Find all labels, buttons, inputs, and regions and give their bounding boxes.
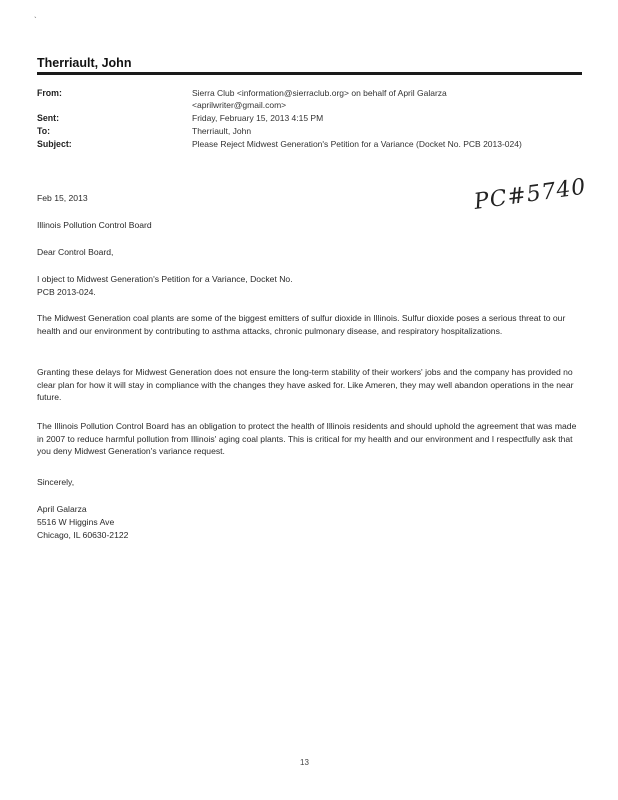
objection-line-1: I object to Midwest Generation's Petition for a Variance, Docket No. — [37, 274, 293, 284]
sent-label: Sent: — [37, 113, 59, 123]
letter-closing: Sincerely, — [37, 477, 75, 487]
paragraph-3: The Illinois Pollution Control Board has an obligation to protect the health of Illinois residents and should uphold the agreement that was made in 2007 to reduce harmful pollution from Illinois' aging coal plants. This is critical for my health and our environment and I respectfully ask that you deny Midwest Generation's variance request. — [37, 421, 577, 457]
letter-date: Feb 15, 2013 — [37, 193, 88, 203]
from-value: Sierra Club <information@sierraclub.org> on behalf of April Galarza — [192, 88, 447, 98]
from-label: From: — [37, 88, 62, 98]
paragraph-2: Granting these delays for Midwest Generation does not ensure the long-term stability of their workers' jobs and the company has provided no clear plan for how it will stay in compliance with the changes they have asked for. Like Ameren, they may well abandon operations in the near future. — [37, 367, 574, 403]
paragraph-1: The Midwest Generation coal plants are some of the biggest emitters of sulfur dioxide in Illinois. Sulfur dioxide poses a serious threat to our health and our environment by contributing to asthma attacks, chronic pulmonary disease, and respiratory hospitalizations. — [37, 313, 566, 336]
signature-name: April Galarza — [37, 504, 87, 514]
document-title: Therriault, John — [37, 56, 132, 70]
to-value: Therriault, John — [192, 126, 252, 136]
subject-value: Please Reject Midwest Generation's Petition for a Variance (Docket No. PCB 2013-024) — [192, 139, 522, 149]
subject-label: Subject: — [37, 139, 72, 149]
to-label: To: — [37, 126, 51, 136]
letter-recipient: Illinois Pollution Control Board — [37, 220, 152, 230]
objection-line-2: PCB 2013-024. — [37, 287, 96, 297]
signature-address-line-1: 5516 W Higgins Ave — [37, 517, 115, 527]
letter-salutation: Dear Control Board, — [37, 247, 114, 257]
signature-address-line-2: Chicago, IL 60630-2122 — [37, 530, 129, 540]
corner-mark: ` — [34, 16, 37, 25]
public-comment-stamp: PC#5740 — [472, 174, 588, 215]
page-number: 13 — [300, 758, 309, 767]
from-value-email: <aprilwriter@gmail.com> — [192, 100, 287, 110]
sent-value: Friday, February 15, 2013 4:15 PM — [192, 113, 324, 123]
title-divider — [37, 72, 582, 75]
